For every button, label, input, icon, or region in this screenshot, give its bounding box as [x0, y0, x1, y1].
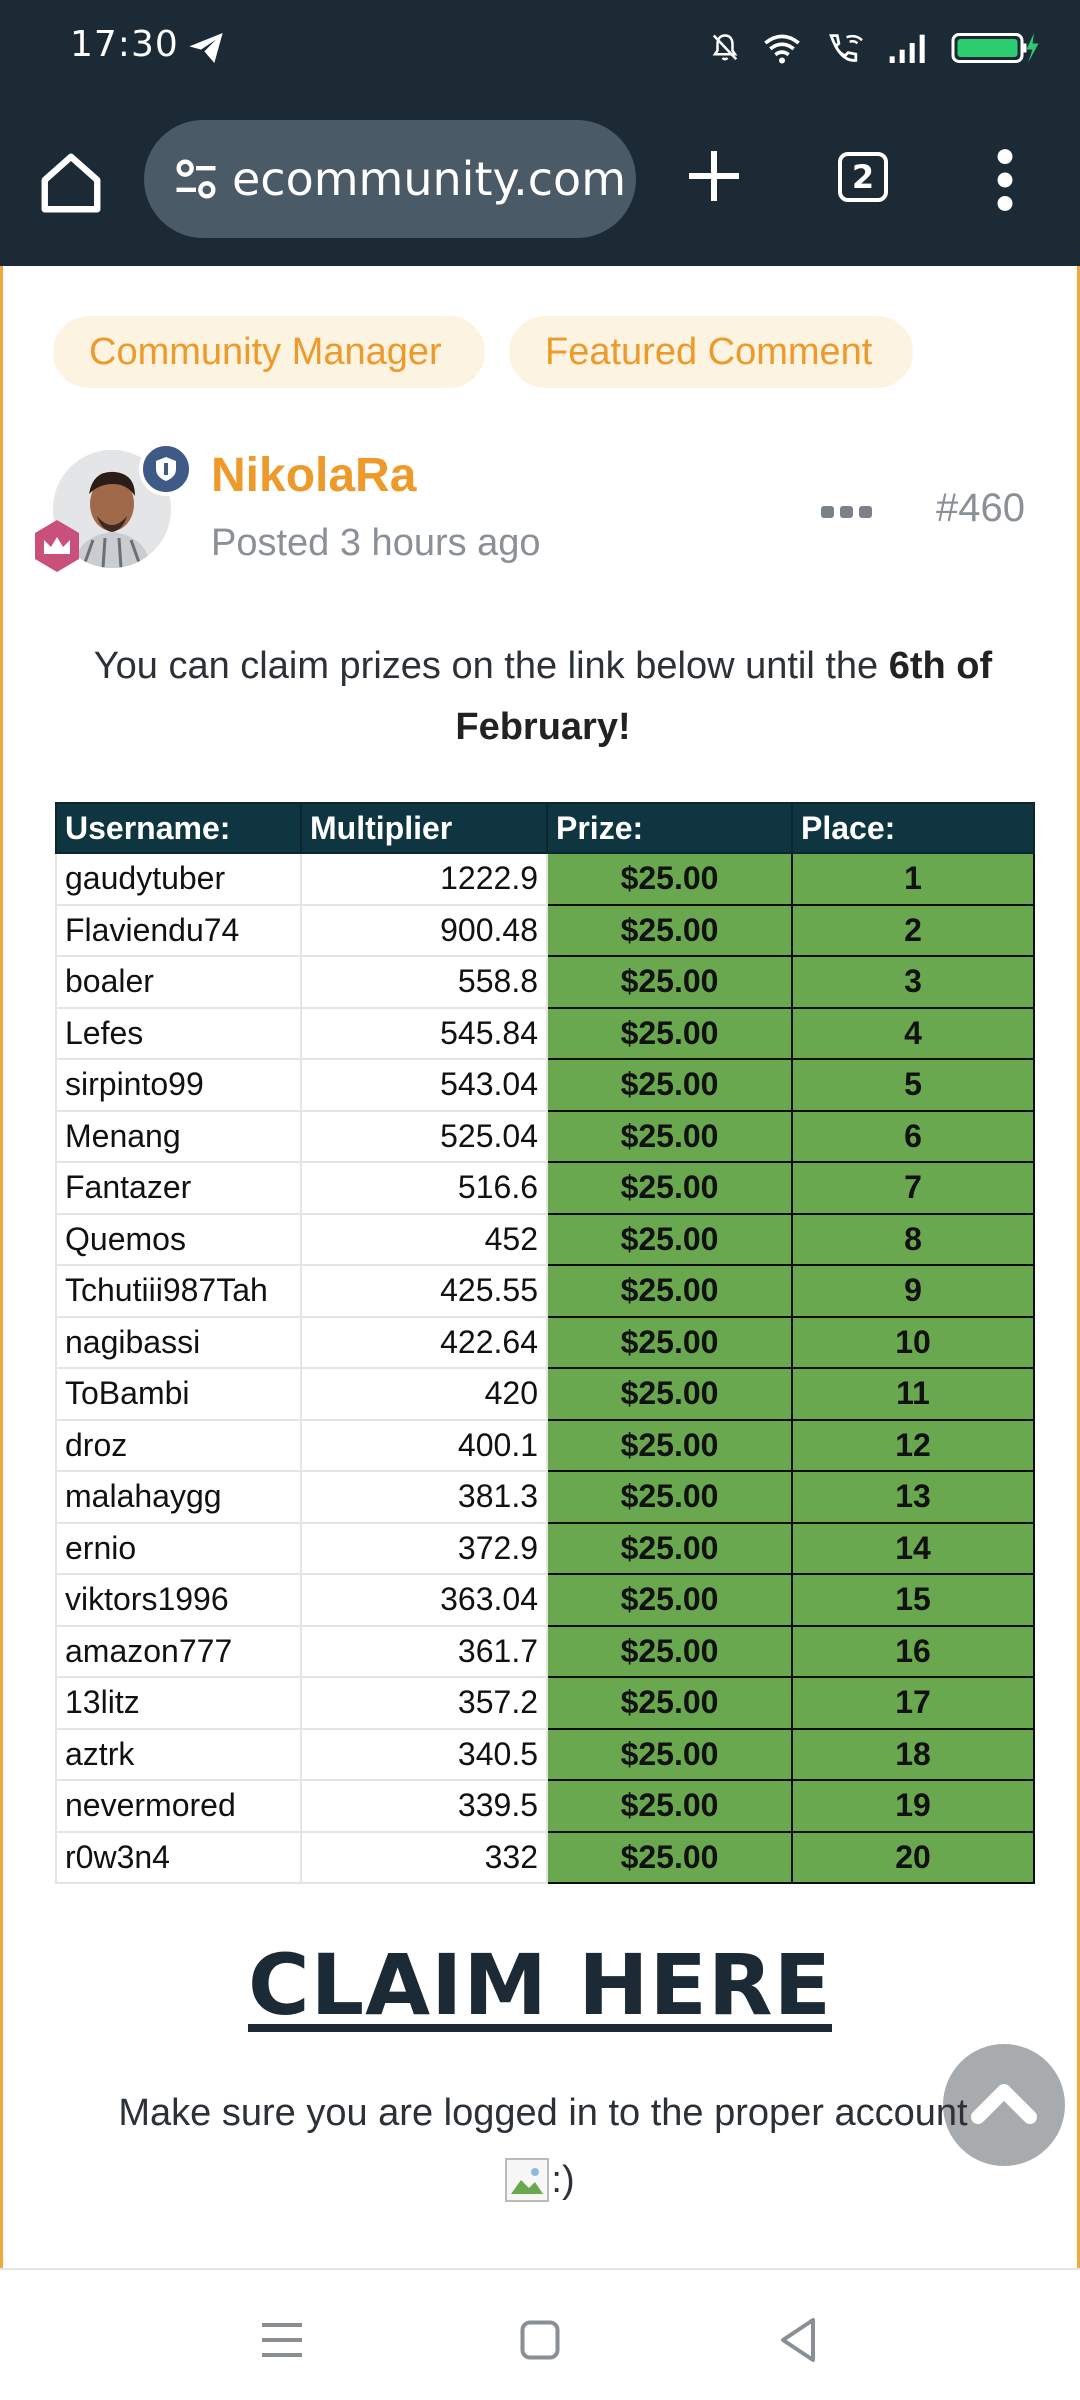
table-row — [56, 1368, 1034, 1420]
cell-multiplier: 543.04 — [301, 1059, 547, 1111]
table-row — [56, 1111, 1034, 1163]
recent-apps-icon[interactable] — [252, 2310, 312, 2370]
cell-prize: $25.00 — [547, 1523, 792, 1575]
cell-username: Fantazer — [56, 1162, 301, 1214]
table-row — [56, 1574, 1034, 1626]
table-row — [56, 1729, 1034, 1781]
new-tab-icon[interactable] — [684, 146, 744, 206]
cell-prize: $25.00 — [547, 1574, 792, 1626]
cell-prize: $25.00 — [547, 1832, 792, 1884]
cell-username: nevermored — [56, 1780, 301, 1832]
status-time: 17:30 — [70, 24, 179, 65]
cell-multiplier: 422.64 — [301, 1317, 547, 1369]
signal-icon — [888, 31, 928, 65]
login-notice: Make sure you are logged in to the proper account — [118, 2092, 968, 2134]
table-header-row — [56, 803, 1034, 853]
table-body — [56, 853, 1034, 1883]
cell-username: sirpinto99 — [56, 1059, 301, 1111]
broken-image-icon — [505, 2158, 549, 2202]
url-text[interactable]: ecommunity.com — [232, 152, 627, 206]
status-icons — [710, 26, 1040, 70]
cell-place: 13 — [792, 1471, 1034, 1523]
back-icon[interactable] — [768, 2310, 828, 2370]
cell-prize: $25.00 — [547, 1265, 792, 1317]
cell-prize: $25.00 — [547, 1420, 792, 1472]
table-row — [56, 1059, 1034, 1111]
wifi-call-icon — [824, 31, 866, 65]
table-row — [56, 1471, 1034, 1523]
tag-featured-comment[interactable]: Featured Comment — [509, 316, 913, 388]
cell-username: ToBambi — [56, 1368, 301, 1420]
table-row — [56, 1677, 1034, 1729]
cell-username: viktors1996 — [56, 1574, 301, 1626]
cell-username: r0w3n4 — [56, 1832, 301, 1884]
cell-username: ernio — [56, 1523, 301, 1575]
cell-place: 12 — [792, 1420, 1034, 1472]
cell-place: 9 — [792, 1265, 1034, 1317]
cell-place: 17 — [792, 1677, 1034, 1729]
post-number[interactable]: #460 — [936, 486, 1025, 530]
cell-prize: $25.00 — [547, 1626, 792, 1678]
cell-username: Lefes — [56, 1008, 301, 1060]
header-username: Username: — [56, 803, 301, 853]
cell-prize: $25.00 — [547, 1317, 792, 1369]
cell-place: 8 — [792, 1214, 1034, 1266]
cell-place: 18 — [792, 1729, 1034, 1781]
cell-prize: $25.00 — [547, 956, 792, 1008]
cell-prize: $25.00 — [547, 1111, 792, 1163]
home-icon[interactable] — [36, 148, 106, 218]
cell-place: 10 — [792, 1317, 1034, 1369]
header-place: Place: — [792, 803, 1034, 853]
more-horiz-icon[interactable] — [821, 502, 873, 522]
cell-username: malahaygg — [56, 1471, 301, 1523]
emoji-line — [3, 2158, 1077, 2202]
cell-multiplier: 400.1 — [301, 1420, 547, 1472]
cell-place: 1 — [792, 853, 1034, 905]
cell-multiplier: 361.7 — [301, 1626, 547, 1678]
cell-username: Tchutiii987Tah — [56, 1265, 301, 1317]
site-settings-icon[interactable] — [170, 153, 222, 205]
table-row — [56, 1780, 1034, 1832]
battery-charging-icon — [950, 30, 1040, 66]
table-row — [56, 1214, 1034, 1266]
cell-username: droz — [56, 1420, 301, 1472]
cell-place: 7 — [792, 1162, 1034, 1214]
emoji-alt-text: :) — [551, 2158, 575, 2201]
cell-prize: $25.00 — [547, 1729, 792, 1781]
cell-place: 5 — [792, 1059, 1034, 1111]
cell-username: aztrk — [56, 1729, 301, 1781]
cell-place: 2 — [792, 905, 1034, 957]
cell-multiplier: 525.04 — [301, 1111, 547, 1163]
cell-username: Menang — [56, 1111, 301, 1163]
table-row — [56, 1162, 1034, 1214]
cell-multiplier: 339.5 — [301, 1780, 547, 1832]
browser-toolbar — [0, 100, 1080, 266]
post-intro — [43, 636, 1043, 758]
cell-place: 3 — [792, 956, 1034, 1008]
moderator-shield-icon — [139, 442, 193, 496]
more-vert-icon[interactable] — [990, 148, 1020, 212]
telegram-icon — [186, 28, 226, 68]
cell-username: Quemos — [56, 1214, 301, 1266]
cell-multiplier: 558.8 — [301, 956, 547, 1008]
table-row — [56, 1832, 1034, 1884]
cell-multiplier: 452 — [301, 1214, 547, 1266]
cell-place: 6 — [792, 1111, 1034, 1163]
cell-multiplier: 357.2 — [301, 1677, 547, 1729]
crown-badge-icon — [29, 518, 85, 574]
wifi-icon — [762, 31, 802, 65]
table-row — [56, 905, 1034, 957]
post-timestamp: Posted 3 hours ago — [211, 522, 541, 564]
cell-place: 20 — [792, 1832, 1034, 1884]
cell-username: amazon777 — [56, 1626, 301, 1678]
table-row — [56, 853, 1034, 905]
url-bar[interactable] — [144, 120, 636, 238]
post-content — [0, 266, 1080, 2268]
cell-place: 15 — [792, 1574, 1034, 1626]
header-multiplier: Multiplier — [301, 803, 547, 853]
cell-multiplier: 900.48 — [301, 905, 547, 957]
cell-multiplier: 420 — [301, 1368, 547, 1420]
cell-multiplier: 1222.9 — [301, 853, 547, 905]
table-row — [56, 1523, 1034, 1575]
cell-prize: $25.00 — [547, 1008, 792, 1060]
tab-switcher-button[interactable]: 2 — [838, 152, 888, 202]
cell-multiplier: 516.6 — [301, 1162, 547, 1214]
cell-multiplier: 340.5 — [301, 1729, 547, 1781]
cell-multiplier: 381.3 — [301, 1471, 547, 1523]
cell-prize: $25.00 — [547, 853, 792, 905]
cell-place: 14 — [792, 1523, 1034, 1575]
home-nav-icon[interactable] — [510, 2310, 570, 2370]
status-bar — [0, 0, 1080, 100]
table-row — [56, 1008, 1034, 1060]
intro-text: You can claim prizes on the link below until the — [93, 645, 889, 687]
cell-multiplier: 545.84 — [301, 1008, 547, 1060]
cell-multiplier: 332 — [301, 1832, 547, 1884]
cell-multiplier: 363.04 — [301, 1574, 547, 1626]
cell-multiplier: 372.9 — [301, 1523, 547, 1575]
cell-prize: $25.00 — [547, 1162, 792, 1214]
table-row — [56, 1420, 1034, 1472]
cell-prize: $25.00 — [547, 905, 792, 957]
table-row — [56, 1626, 1034, 1678]
cell-place: 19 — [792, 1780, 1034, 1832]
table-row — [56, 1317, 1034, 1369]
intro-deadline: 6th of February! — [455, 645, 993, 748]
cell-prize: $25.00 — [547, 1368, 792, 1420]
cell-username: boaler — [56, 956, 301, 1008]
table-row — [56, 1265, 1034, 1317]
bell-off-icon — [710, 31, 740, 65]
author-name[interactable]: NikolaRa — [211, 449, 417, 502]
cell-place: 16 — [792, 1626, 1034, 1678]
cell-multiplier: 425.55 — [301, 1265, 547, 1317]
cell-username: gaudytuber — [56, 853, 301, 905]
cell-prize: $25.00 — [547, 1059, 792, 1111]
cell-prize: $25.00 — [547, 1780, 792, 1832]
cell-username: nagibassi — [56, 1317, 301, 1369]
cell-place: 11 — [792, 1368, 1034, 1420]
cell-username: 13litz — [56, 1677, 301, 1729]
cell-prize: $25.00 — [547, 1214, 792, 1266]
claim-here-link[interactable]: CLAIM HERE — [247, 1936, 832, 2034]
table-row — [56, 956, 1034, 1008]
cell-place: 4 — [792, 1008, 1034, 1060]
cell-prize: $25.00 — [547, 1471, 792, 1523]
cell-prize: $25.00 — [547, 1677, 792, 1729]
leaderboard-table — [55, 802, 1035, 1884]
header-prize: Prize: — [547, 803, 792, 853]
tag-community-manager[interactable]: Community Manager — [53, 316, 485, 388]
cell-username: Flaviendu74 — [56, 905, 301, 957]
system-nav-bar — [0, 2268, 1080, 2400]
